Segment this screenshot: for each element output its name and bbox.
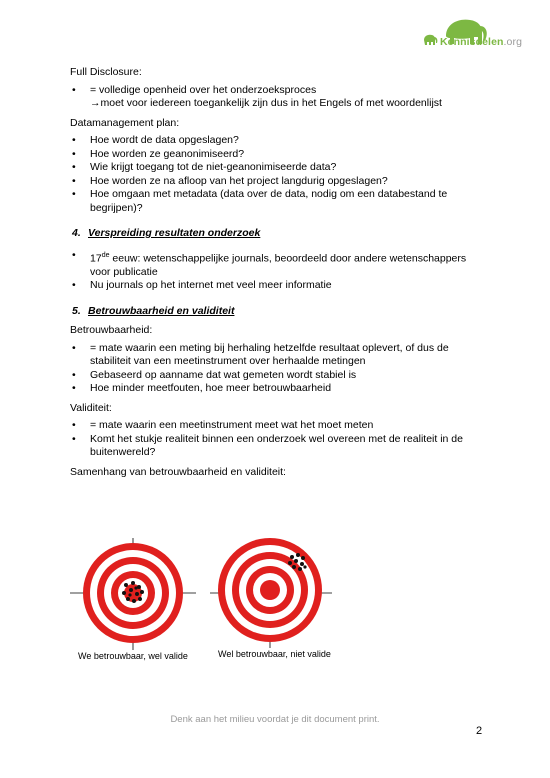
elephant-logo-icon xyxy=(418,14,534,54)
bullet-icon: • xyxy=(72,83,76,96)
left-target-caption: We betrouwbaar, wel valide xyxy=(78,651,188,661)
footer-note: Denk aan het milieu voordat je dit document print. xyxy=(170,714,380,725)
list-item: • Gebaseerd op aanname dat wat gemeten wordt stabiel is xyxy=(72,368,357,381)
list-item: • = mate waarin een meetinstrument meet wat het moet meten xyxy=(72,419,374,431)
target-diagrams xyxy=(70,538,484,668)
list-item: • Hoe wordt de data opgeslagen? xyxy=(72,134,239,146)
bullet-icon: • xyxy=(72,382,76,394)
right-target xyxy=(210,538,332,648)
left-target xyxy=(70,538,196,650)
kennisdelen-logo xyxy=(418,14,534,54)
bullet-icon: • xyxy=(72,174,76,187)
full-disclosure-label: Full Disclosure: xyxy=(70,66,142,78)
list-item-text: = volledige openheid over het onderzoeksproces xyxy=(90,83,317,96)
list-item: • Hoe worden ze geanonimiseerd? xyxy=(72,147,245,160)
full-disclosure-list xyxy=(70,84,484,111)
bullet-icon: • xyxy=(72,134,76,146)
validiteit-list xyxy=(70,419,484,460)
datamanagement-label: Datamanagement plan: xyxy=(70,116,180,129)
logo-text: Kennisdelen.org xyxy=(440,36,523,48)
bullet-icon: • xyxy=(72,341,76,354)
list-item: • = mate waarin een meting bij herhaling hetzelfde resultaat oplevert, of dus de stabiliteit van een meetinstrument over herhaalde metingen xyxy=(72,341,449,367)
list-item xyxy=(70,84,484,111)
page-number: 2 xyxy=(476,725,483,737)
section-heading-4: 4. Verspreiding resultaten onderzoek xyxy=(72,227,261,239)
bullet-icon: • xyxy=(72,248,76,261)
bullet-icon: • xyxy=(72,419,76,431)
list-item: • 17de eeuw: wetenschappelijke journals, beoordeeld door andere wetenschappers voor publicatie xyxy=(72,248,467,278)
right-target-caption: Wel betrouwbaar, niet valide xyxy=(218,649,331,659)
betrouwbaarheid-label: Betrouwbaarheid: xyxy=(70,324,153,336)
list-item: • Komt het stukje realiteit binnen een onderzoek wel overeen met de realiteit in de buitenwereld? xyxy=(72,432,463,458)
bullet-icon: • xyxy=(72,368,76,381)
samenhang-label: Samenhang van betrouwbaarheid en validiteit: xyxy=(70,465,286,478)
list-item: • Wie krijgt toegang tot de niet-geanonimiseerde data? xyxy=(72,161,337,173)
datamanagement-list xyxy=(70,134,484,215)
bullet-icon: • xyxy=(72,188,76,200)
section4-list xyxy=(70,249,484,293)
list-item: • Hoe worden ze na afloop van het project langdurig opgeslagen? xyxy=(72,174,388,187)
bullet-icon: • xyxy=(72,432,76,445)
list-item: • Nu journals op het internet met veel meer informatie xyxy=(72,279,332,291)
bullet-icon: • xyxy=(72,279,76,291)
list-item: • Hoe omgaan met metadata (data over de data, nodig om een databestand te begrijpen)? xyxy=(72,188,448,214)
document-body xyxy=(70,66,484,479)
list-item-subtext: →moet voor iedereen toegankelijk zijn dus in het Engels of met woordenlijst xyxy=(90,97,442,109)
validiteit-label: Validiteit: xyxy=(70,401,112,414)
section-heading-5: 5. Betrouwbaarheid en validiteit xyxy=(72,304,235,317)
list-item: • Hoe minder meetfouten, hoe meer betrouwbaarheid xyxy=(72,382,332,394)
bullet-icon: • xyxy=(72,161,76,173)
betrouwbaarheid-list xyxy=(70,342,484,396)
bullet-icon: • xyxy=(72,147,76,160)
